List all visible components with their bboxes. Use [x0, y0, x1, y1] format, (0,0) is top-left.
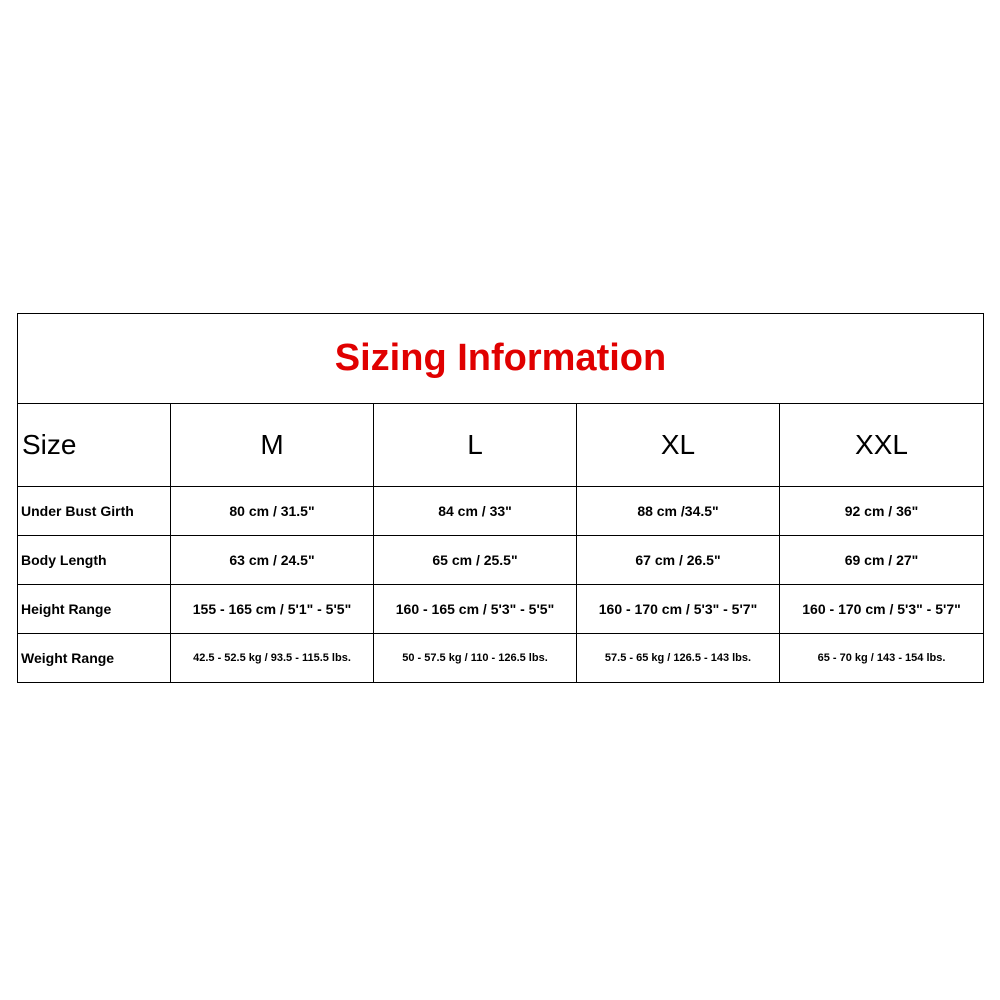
title-row: [18, 314, 984, 404]
table-row-body-length: [18, 536, 984, 585]
table-cell: 160 - 165 cm / 5'3" - 5'5": [374, 585, 577, 634]
row-label: Weight Range: [18, 634, 171, 683]
sizing-table: [17, 313, 984, 683]
row-label: Under Bust Girth: [18, 487, 171, 536]
table-cell: 50 - 57.5 kg / 110 - 126.5 lbs.: [374, 634, 577, 683]
table-cell: 42.5 - 52.5 kg / 93.5 - 115.5 lbs.: [171, 634, 374, 683]
table-cell: 69 cm / 27": [780, 536, 984, 585]
table-cell: 67 cm / 26.5": [577, 536, 780, 585]
table-row-weight-range: [18, 634, 984, 683]
size-header-label: Size: [18, 404, 171, 487]
table-cell: 65 cm / 25.5": [374, 536, 577, 585]
table-cell: 88 cm /34.5": [577, 487, 780, 536]
size-header-m: M: [171, 404, 374, 487]
table-cell: 160 - 170 cm / 5'3" - 5'7": [780, 585, 984, 634]
row-label: Body Length: [18, 536, 171, 585]
table-row-height-range: [18, 585, 984, 634]
table-cell: 63 cm / 24.5": [171, 536, 374, 585]
table-cell: 57.5 - 65 kg / 126.5 - 143 lbs.: [577, 634, 780, 683]
table-row-under-bust-girth: [18, 487, 984, 536]
size-header-l: L: [374, 404, 577, 487]
table-cell: 65 - 70 kg / 143 - 154 lbs.: [780, 634, 984, 683]
table-cell: 92 cm / 36": [780, 487, 984, 536]
size-header-xl: XL: [577, 404, 780, 487]
table-title: Sizing Information: [18, 314, 984, 404]
header-row: [18, 404, 984, 487]
size-header-xxl: XXL: [780, 404, 984, 487]
table-cell: 160 - 170 cm / 5'3" - 5'7": [577, 585, 780, 634]
table-cell: 155 - 165 cm / 5'1" - 5'5": [171, 585, 374, 634]
table-cell: 84 cm / 33": [374, 487, 577, 536]
table-cell: 80 cm / 31.5": [171, 487, 374, 536]
row-label: Height Range: [18, 585, 171, 634]
